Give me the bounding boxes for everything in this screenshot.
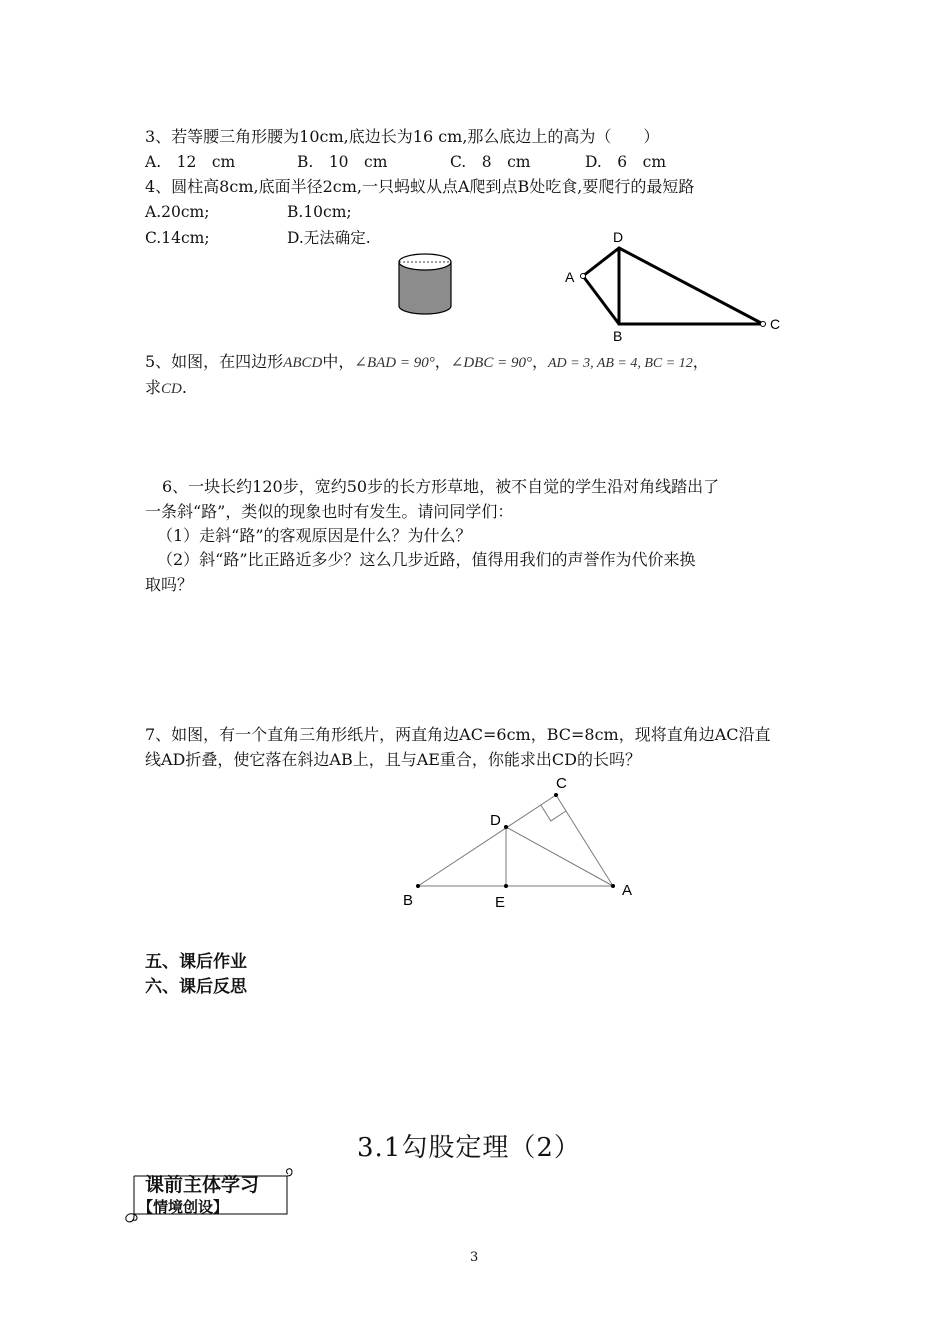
label-e: E (495, 894, 506, 911)
q3-option-b: B. 10 cm (297, 153, 388, 171)
label-a: A (622, 882, 633, 899)
banner-title: 课前主体学习 (145, 1174, 260, 1196)
segment-ad (583, 248, 619, 276)
section-reflection-heading: 六、课后反思 (145, 977, 247, 997)
point-e (504, 884, 508, 888)
q4-option-a: A.20cm; (145, 203, 210, 221)
segment-dc (619, 248, 763, 324)
q4-option-b: B.10cm; (287, 203, 352, 221)
q3-option-c: C. 8 cm (450, 153, 531, 171)
q5-target: CD (161, 381, 182, 397)
question-7-line2: 线AD折叠，使它落在斜边AB上，且与AE重合，你能求出CD的长吗？ (145, 750, 642, 769)
question-7-line1: 7、如图，有一个直角三角形纸片，两直角边AC=6cm，BC=8cm，现将直角边AC沿直 (145, 725, 771, 744)
question-3-text: 3、若等腰三角形腰为10cm,底边长为16 cm,那么底边上的高为（ ） (145, 127, 660, 146)
q5-prefix: 5、如图，在四边形 (145, 352, 284, 371)
lesson-title: 3.1勾股定理（2） (357, 1133, 581, 1163)
question-6-line2: 一条斜“路”，类似的现象也时有发生。请问同学们： (145, 502, 514, 521)
quadrilateral-figure (555, 224, 790, 346)
question-5-line1 (145, 351, 709, 375)
label-a: A (565, 269, 575, 285)
segment-ca (556, 795, 613, 886)
question-6-line4: （2）斜“路”比正路近多少？这么几步近路，值得用我们的声誉作为代价来换 (157, 550, 696, 569)
q3-option-d: D. 6 cm (585, 153, 667, 171)
segment-bc (418, 795, 556, 886)
cylinder-figure (392, 248, 458, 320)
label-c: C (556, 775, 567, 792)
point-a (611, 884, 615, 888)
point-d (504, 825, 508, 829)
q5-ask: 求 (145, 378, 162, 397)
question-6-line1: 6、一块长约120步，宽约50步的长方形草地，被不自觉的学生沿对角线踏出了 (162, 477, 720, 496)
banner-subtitle: 【情境创设】 (138, 1198, 229, 1216)
segment-da (506, 827, 613, 886)
label-b: B (613, 328, 623, 344)
right-angle-mark (541, 805, 566, 821)
page-number: 3 (470, 1250, 479, 1265)
question-5-line2 (145, 377, 187, 400)
label-c: C (770, 316, 781, 332)
q4-option-c: C.14cm; (145, 229, 210, 247)
q3-option-a: A. 12 cm (145, 153, 236, 171)
q4-option-d: D.无法确定. (287, 229, 371, 247)
q5-shape: ABCD (283, 355, 323, 371)
section-homework-heading: 五、课后作业 (145, 952, 247, 972)
q5-lengths: AD = 3, AB = 4, BC = 12 (547, 356, 693, 371)
question-6-line5: 取吗？ (145, 575, 194, 594)
label-d: D (490, 812, 501, 829)
q5-angle-dbc: ∠DBC = 90° (450, 355, 532, 371)
q5-mid: 中， (322, 352, 355, 371)
q5-angle-bad: ∠BAD = 90° (354, 355, 435, 371)
q5-sep3: ， (692, 352, 709, 371)
point-a (581, 274, 586, 279)
point-c (554, 793, 558, 797)
q5-sep2: ， (531, 352, 548, 371)
right-triangle-figure (395, 770, 645, 915)
q5-end: . (181, 378, 187, 397)
segment-ab (583, 276, 619, 324)
point-c (761, 322, 766, 327)
question-4-text: 4、圆柱高8cm,底面半径2cm,一只蚂蚁从点A爬到点B处吃食,要爬行的最短路 (145, 177, 695, 196)
label-b: B (403, 892, 414, 909)
point-b (416, 884, 420, 888)
label-d: D (613, 229, 624, 245)
question-6-line3: （1）走斜“路”的客观原因是什么？为什么？ (157, 526, 472, 545)
q5-sep1: ， (434, 352, 451, 371)
